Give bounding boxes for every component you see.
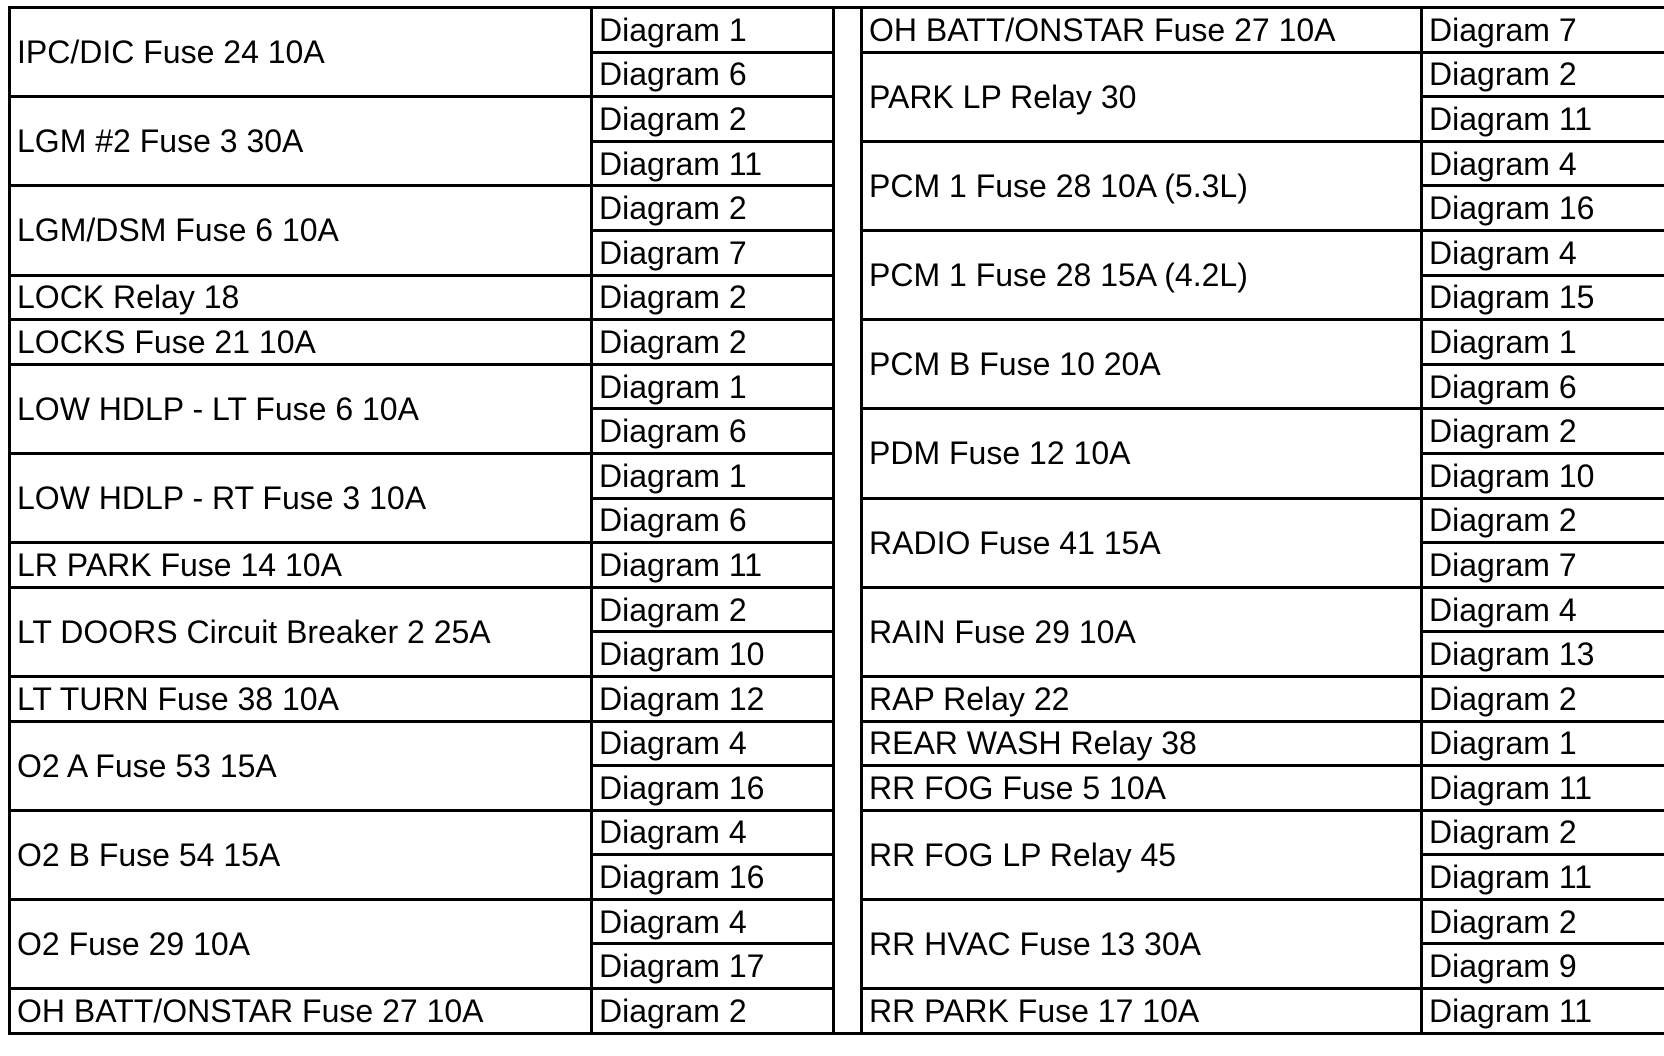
left-diagram-ref: Diagram 7 — [593, 232, 835, 277]
left-component-name: LOCK Relay 18 — [11, 277, 593, 322]
right-component-name: RR HVAC Fuse 13 30A — [863, 901, 1423, 990]
left-diagram-ref: Diagram 17 — [593, 945, 835, 990]
right-diagram-ref: Diagram 1 — [1423, 723, 1664, 768]
right-diagram-ref: Diagram 2 — [1423, 410, 1664, 455]
left-component-name: LOW HDLP - RT Fuse 3 10A — [11, 455, 593, 544]
right-diagram-ref: Diagram 10 — [1423, 455, 1664, 500]
right-diagram-ref: Diagram 9 — [1423, 945, 1664, 990]
left-component-name: OH BATT/ONSTAR Fuse 27 10A — [11, 990, 593, 1035]
right-diagram-ref: Diagram 13 — [1423, 633, 1664, 678]
left-diagram-ref: Diagram 1 — [593, 366, 835, 411]
left-component-name: IPC/DIC Fuse 24 10A — [11, 9, 593, 98]
left-diagram-ref: Diagram 2 — [593, 98, 835, 143]
right-diagram-ref: Diagram 2 — [1423, 678, 1664, 723]
left-diagram-ref: Diagram 6 — [593, 410, 835, 455]
right-component-name: PARK LP Relay 30 — [863, 54, 1423, 143]
left-component-name: O2 A Fuse 53 15A — [11, 723, 593, 812]
right-component-name: PCM 1 Fuse 28 10A (5.3L) — [863, 143, 1423, 232]
right-diagram-ref: Diagram 11 — [1423, 990, 1664, 1035]
left-diagram-ref: Diagram 2 — [593, 589, 835, 634]
left-diagram-ref: Diagram 6 — [593, 500, 835, 545]
right-diagram-ref: Diagram 2 — [1423, 901, 1664, 946]
left-diagram-ref: Diagram 2 — [593, 277, 835, 322]
left-diagram-ref: Diagram 2 — [593, 321, 835, 366]
right-diagram-ref: Diagram 15 — [1423, 277, 1664, 322]
left-diagram-ref: Diagram 2 — [593, 990, 835, 1035]
left-diagram-ref: Diagram 16 — [593, 767, 835, 812]
right-component-name: RAIN Fuse 29 10A — [863, 589, 1423, 678]
left-component-name: LR PARK Fuse 14 10A — [11, 544, 593, 589]
left-component-name: O2 B Fuse 54 15A — [11, 812, 593, 901]
left-component-name: LOCKS Fuse 21 10A — [11, 321, 593, 366]
left-component-name: LOW HDLP - LT Fuse 6 10A — [11, 366, 593, 455]
right-component-name: PDM Fuse 12 10A — [863, 410, 1423, 499]
column-gap — [835, 9, 863, 1035]
right-component-name: RR PARK Fuse 17 10A — [863, 990, 1423, 1035]
right-diagram-ref: Diagram 16 — [1423, 187, 1664, 232]
right-diagram-ref: Diagram 11 — [1423, 98, 1664, 143]
right-diagram-ref: Diagram 4 — [1423, 232, 1664, 277]
right-diagram-ref: Diagram 1 — [1423, 321, 1664, 366]
right-diagram-ref: Diagram 11 — [1423, 767, 1664, 812]
right-diagram-ref: Diagram 7 — [1423, 9, 1664, 54]
left-diagram-ref: Diagram 11 — [593, 544, 835, 589]
right-component-name: RAP Relay 22 — [863, 678, 1423, 723]
right-diagram-ref: Diagram 11 — [1423, 856, 1664, 901]
right-component-name: PCM 1 Fuse 28 15A (4.2L) — [863, 232, 1423, 321]
left-component-name: LT TURN Fuse 38 10A — [11, 678, 593, 723]
right-component-name: PCM B Fuse 10 20A — [863, 321, 1423, 410]
left-diagram-ref: Diagram 2 — [593, 187, 835, 232]
left-diagram-ref: Diagram 11 — [593, 143, 835, 188]
left-diagram-ref: Diagram 12 — [593, 678, 835, 723]
right-diagram-ref: Diagram 7 — [1423, 544, 1664, 589]
right-component-name: RR FOG Fuse 5 10A — [863, 767, 1423, 812]
right-diagram-ref: Diagram 4 — [1423, 589, 1664, 634]
left-component-name: LGM #2 Fuse 3 30A — [11, 98, 593, 187]
left-component-name: LGM/DSM Fuse 6 10A — [11, 187, 593, 276]
left-component-name: LT DOORS Circuit Breaker 2 25A — [11, 589, 593, 678]
left-diagram-ref: Diagram 10 — [593, 633, 835, 678]
right-diagram-ref: Diagram 2 — [1423, 500, 1664, 545]
left-diagram-ref: Diagram 16 — [593, 856, 835, 901]
left-component-name: O2 Fuse 29 10A — [11, 901, 593, 990]
right-diagram-ref: Diagram 2 — [1423, 54, 1664, 99]
right-diagram-ref: Diagram 6 — [1423, 366, 1664, 411]
right-component-name: REAR WASH Relay 38 — [863, 723, 1423, 768]
right-component-name: RADIO Fuse 41 15A — [863, 500, 1423, 589]
left-diagram-ref: Diagram 1 — [593, 9, 835, 54]
left-diagram-ref: Diagram 4 — [593, 723, 835, 768]
right-diagram-ref: Diagram 2 — [1423, 812, 1664, 857]
right-component-name: RR FOG LP Relay 45 — [863, 812, 1423, 901]
right-component-name: OH BATT/ONSTAR Fuse 27 10A — [863, 9, 1423, 54]
left-diagram-ref: Diagram 4 — [593, 812, 835, 857]
fuse-index-table — [8, 6, 1664, 1035]
left-diagram-ref: Diagram 4 — [593, 901, 835, 946]
left-diagram-ref: Diagram 6 — [593, 54, 835, 99]
left-diagram-ref: Diagram 1 — [593, 455, 835, 500]
right-diagram-ref: Diagram 4 — [1423, 143, 1664, 188]
